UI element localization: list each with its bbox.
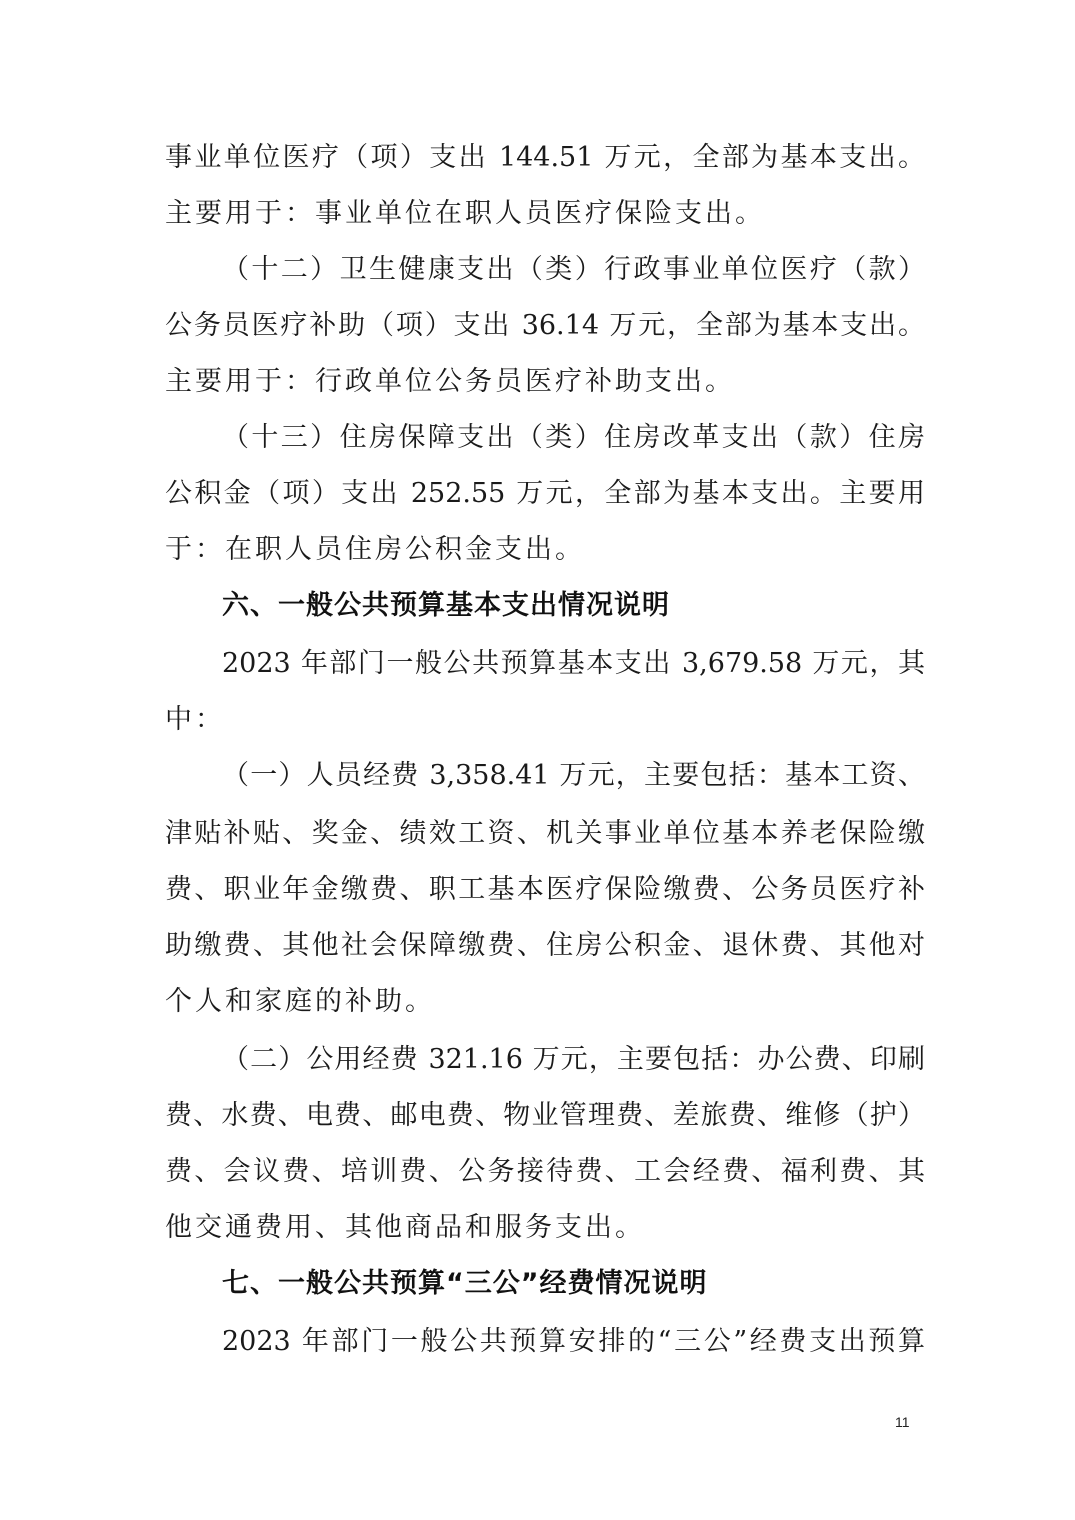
section-heading: 六、一般公共预算基本支出情况说明 xyxy=(222,590,670,621)
body-text-line: 公务员医疗补助（项）支出 36.14 万元，全部为基本支出。 xyxy=(165,310,925,341)
body-text-line: 个人和家庭的补助。 xyxy=(165,986,435,1017)
body-text-line: 中： xyxy=(165,704,225,735)
body-text-line: 事业单位医疗（项）支出 144.51 万元，全部为基本支出。 xyxy=(165,142,925,173)
body-text-line: （十二）卫生健康支出（类）行政事业单位医疗（款） xyxy=(222,254,925,285)
body-text-line: 2023 年部门一般公共预算安排的“三公”经费支出预算 xyxy=(222,1326,925,1357)
body-text-line: 津贴补贴、奖金、绩效工资、机关事业单位基本养老保险缴 xyxy=(165,818,925,849)
body-text-line: （二）公用经费 321.16 万元，主要包括：办公费、印刷 xyxy=(222,1044,925,1075)
body-text-line: 助缴费、其他社会保障缴费、住房公积金、退休费、其他对 xyxy=(165,930,925,961)
body-text-line: 他交通费用、其他商品和服务支出。 xyxy=(165,1212,645,1243)
body-text-line: （十三）住房保障支出（类）住房改革支出（款）住房 xyxy=(222,422,925,453)
page-number: 11 xyxy=(895,1414,910,1430)
body-text-line: 费、会议费、培训费、公务接待费、工会经费、福利费、其 xyxy=(165,1156,925,1187)
body-text-line: 费、水费、电费、邮电费、物业管理费、差旅费、维修（护） xyxy=(165,1100,925,1131)
body-text-line: 主要用于：事业单位在职人员医疗保险支出。 xyxy=(165,198,765,229)
body-text-line: （一）人员经费 3,358.41 万元，主要包括：基本工资、 xyxy=(222,760,925,791)
body-text-line: 于：在职人员住房公积金支出。 xyxy=(165,534,585,565)
body-text-line: 费、职业年金缴费、职工基本医疗保险缴费、公务员医疗补 xyxy=(165,874,925,905)
body-text-line: 2023 年部门一般公共预算基本支出 3,679.58 万元，其 xyxy=(222,648,925,679)
section-heading: 七、一般公共预算“三公”经费情况说明 xyxy=(222,1268,708,1299)
body-text-line: 主要用于：行政单位公务员医疗补助支出。 xyxy=(165,366,735,397)
body-text-line: 公积金（项）支出 252.55 万元，全部为基本支出。主要用 xyxy=(165,478,925,509)
